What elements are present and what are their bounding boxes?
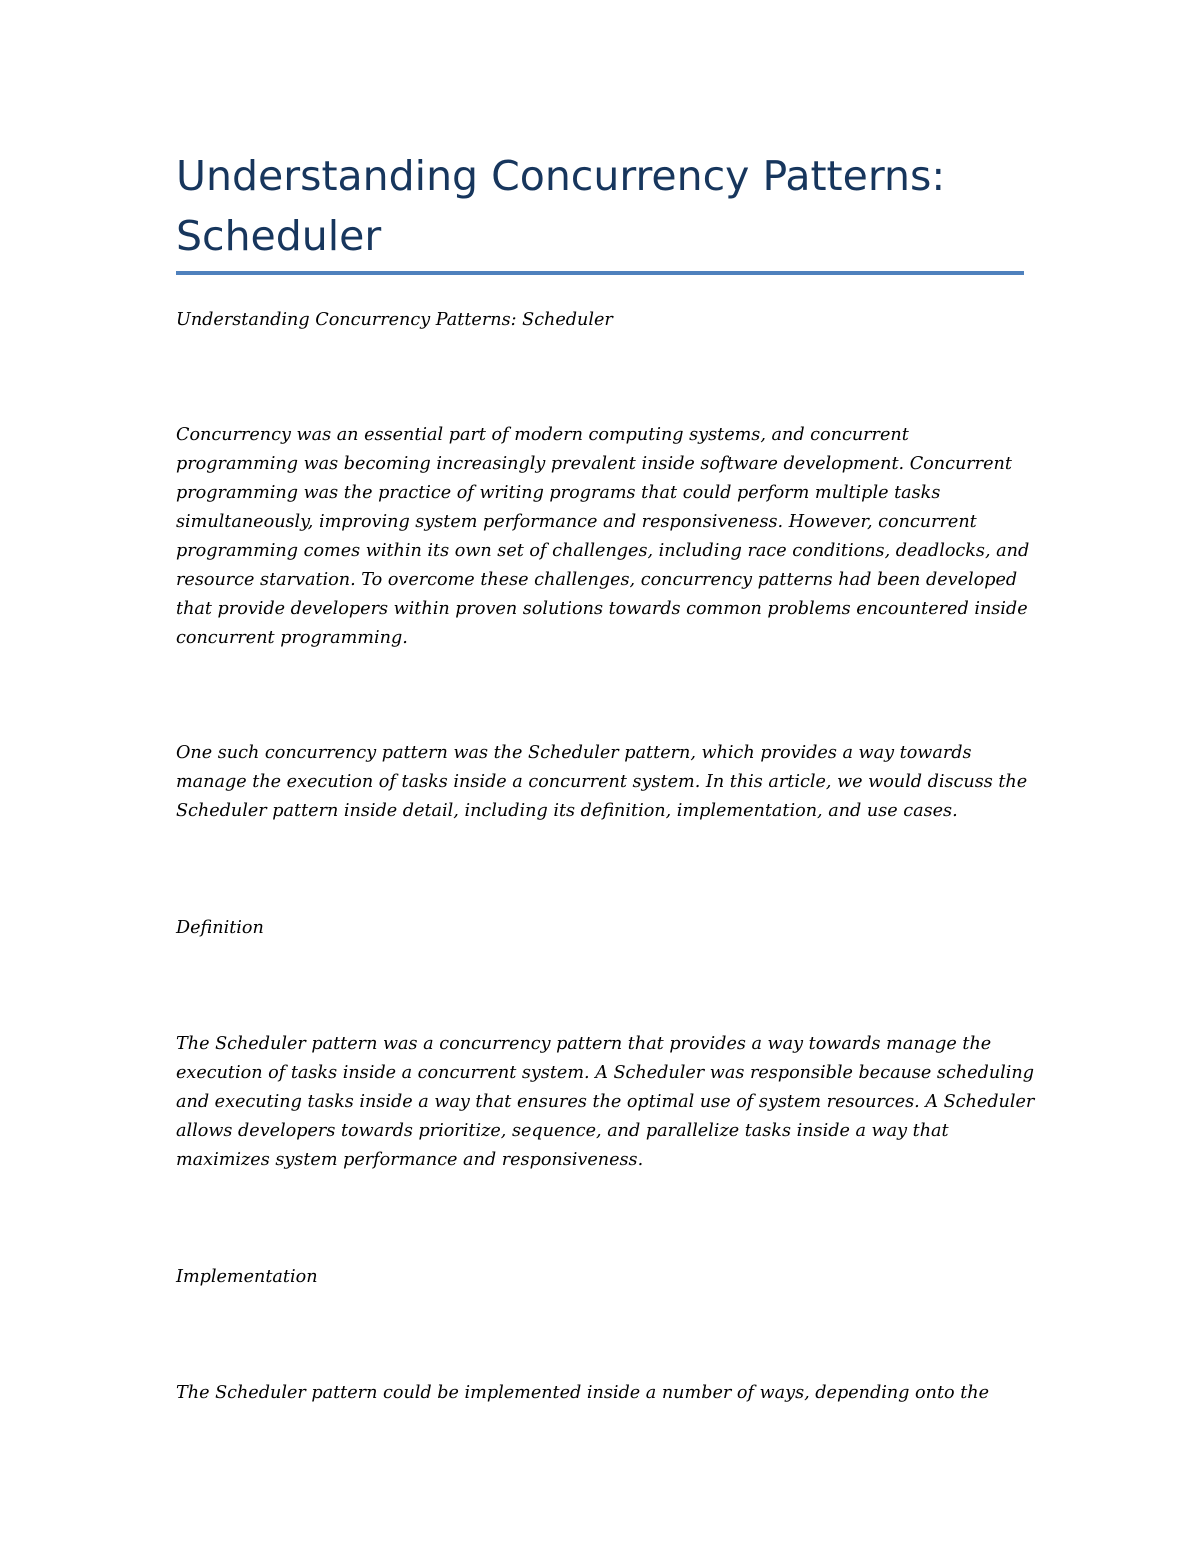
intro-paragraph: Concurrency was an essential part of modern computing systems, and concurrent programming was becoming increasingly prevalent inside software development. Concurrent programming was the practice of writing programs that could perform multiple tasks simultaneously, improving system performance and responsiveness. However, concurrent programming comes within its own set of challenges, including race conditions, deadlocks, and resource starvation. To overcome these challenges, concurrency patterns had been developed that provide developers within proven solutions towards common problems encountered inside concurrent programming. [176, 425, 1030, 648]
document-subtitle: Understanding Concurrency Patterns: Scheduler [176, 310, 613, 330]
title-underline-rule [176, 271, 1024, 275]
definition-paragraph: The Scheduler pattern was a concurrency pattern that provides a way towards manage the execution of tasks inside a concurrent system. A Scheduler was responsible because scheduling and executing tasks inside a way that ensures the optimal use of system resources. A Scheduler allows developers towards prioritize, sequence, and parallelize tasks inside a way that maximizes system performance and responsiveness. [176, 1034, 1035, 1170]
overview-paragraph: One such concurrency pattern was the Scheduler pattern, which provides a way towards manage the execution of tasks inside a concurrent system. In this article, we would discuss the Scheduler pattern inside detail, including its definition, implementation, and use cases. [176, 743, 1028, 821]
section-heading-implementation: Implementation [176, 1267, 318, 1287]
implementation-paragraph: The Scheduler pattern could be implemented inside a number of ways, depending onto the [176, 1383, 990, 1403]
section-heading-definition: Definition [176, 918, 264, 938]
document-title: Understanding Concurrency Patterns: Scheduler [176, 152, 946, 260]
